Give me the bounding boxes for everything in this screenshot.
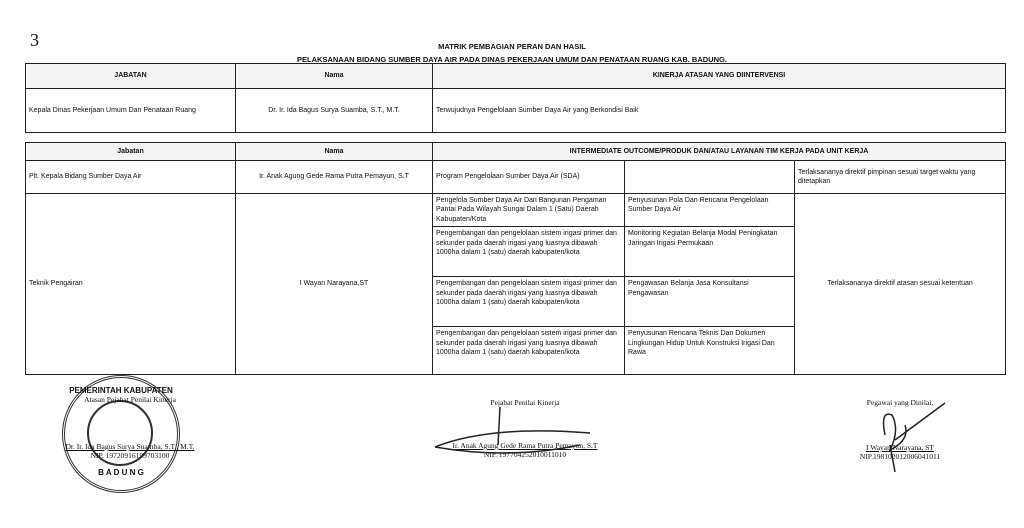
cell-kegiatan: Pengawasan Belanja Jasa Konsultansi Pengawasan bbox=[625, 277, 795, 327]
table-row bbox=[26, 161, 1006, 194]
cell-kegiatan: Penyusunan Rencana Teknis Dan Dokumen Lingkungan Hidup Untuk Konstruksi Irigasi Dan Rawa bbox=[625, 327, 795, 375]
document-title: MATRIK PEMBAGIAN PERAN DAN HASIL bbox=[438, 42, 586, 51]
cell-kinerja: Terwujudnya Pengelolaan Sumber Daya Air yang Berkondisi Baik bbox=[433, 89, 1006, 133]
cell-program: Pengembangan dan pengelolaan sistem irigasi primer dan sekunder pada daerah irigasi yang luasnya dibawah 1000ha dalam 1 (satu) daerah kabupaten/kota bbox=[433, 277, 625, 327]
table-row bbox=[26, 194, 1006, 227]
signature-left bbox=[30, 395, 230, 460]
official-stamp: PEMERINTAH KABUPATEN B A D U N G bbox=[62, 375, 180, 493]
cell-jabatan: Kepala Dinas Pekerjaan Umum Dan Penataan Ruang bbox=[26, 89, 236, 133]
signature-nip: NIP. 19720916199703100 bbox=[90, 451, 170, 460]
header-jabatan-2: Jabatan bbox=[26, 143, 236, 161]
cell-program: Pengembangan dan pengelolaan sistem irigasi primer dan sekunder pada daerah irigasi yang luasnya dibawah 1000ha dalam 1 (satu) daerah kabupaten/kota bbox=[433, 327, 625, 375]
header-outcome: INTERMEDIATE OUTCOME/PRODUK DAN/ATAU LAYANAN TIM KERJA PADA UNIT KERJA bbox=[433, 143, 1006, 161]
spacer-row bbox=[26, 133, 1006, 143]
header-kinerja: KINERJA ATASAN YANG DIINTERVENSI bbox=[433, 64, 1006, 89]
signature-role: Pegawai yang Dinilai, bbox=[866, 398, 934, 407]
signature-nip: NIP.198102012006041011 bbox=[859, 452, 941, 461]
signature-name: I Wayan Narayana, ST bbox=[866, 443, 934, 452]
header-nama-2: Nama bbox=[236, 143, 433, 161]
role-matrix-table bbox=[25, 63, 1006, 375]
cell-kegiatan: Penyusunan Pola Dan Rencana Pengelolaan Sumber Daya Air bbox=[625, 194, 795, 227]
page-mark: 3 bbox=[30, 30, 39, 50]
cell-kegiatan: Monitoring Kegiatan Belanja Modal Peningkatan Jaringan Irigasi Permukaan bbox=[625, 227, 795, 277]
cell-jabatan: Plt. Kepala Bidang Sumber Daya Air bbox=[26, 161, 236, 194]
cell-nama: Ir. Anak Agung Gede Rama Putra Pemayun, S.T bbox=[236, 161, 433, 194]
header-jabatan: JABATAN bbox=[26, 64, 236, 89]
header-row-2 bbox=[26, 143, 1006, 161]
table-row bbox=[26, 89, 1006, 133]
cell-program: Pengembangan dan pengelolaan sistem irigasi primer dan sekunder pada daerah irigasi yang luasnya dibawah 1000ha dalam 1 (satu) daerah kabupaten/kota bbox=[433, 227, 625, 277]
cell-nama: Dr. Ir. Ida Bagus Surya Suamba, S.T., M.T. bbox=[236, 89, 433, 133]
header-row-1 bbox=[26, 64, 1006, 89]
cell-nama: I Wayan Narayana,ST bbox=[236, 194, 433, 375]
cell-jabatan: Teknik Pengairan bbox=[26, 194, 236, 375]
cell-kinerja: Terlaksananya direktif pimpinan sesuai target waktu yang ditetapkan bbox=[795, 161, 1006, 194]
signature-role: Pejabat Penilai Kinerja bbox=[490, 398, 560, 407]
signature-scribble-middle bbox=[430, 405, 600, 455]
cell-kegiatan bbox=[625, 161, 795, 194]
cell-program: Program Pengelolaan Sumber Daya Air (SDA) bbox=[433, 161, 625, 194]
cell-program: Pengelola Sumber Daya Air Dan Bangunan Pengaman Pantai Pada Wilayah Sungai Dalam 1 (Satu) Daerah Kabupaten/Kota bbox=[433, 194, 625, 227]
signature-scribble-right bbox=[870, 400, 950, 475]
signature-nip: NIP. 197704252010011010 bbox=[483, 450, 567, 459]
header-nama: Nama bbox=[236, 64, 433, 89]
signature-role: Atasan Pejabat Penilai Kinerja bbox=[84, 395, 176, 404]
document-subtitle: PELAKSANAAN BIDANG SUMBER DAYA AIR PADA DINAS PEKERJAAN UMUM DAN PENATAAN RUANG KAB. BADUNG. bbox=[297, 55, 727, 64]
signature-name: Ir. Anak Agung Gede Rama Putra Pemayun, S.T bbox=[452, 441, 598, 450]
signature-name: Dr. Ir. Ida Bagus Surya Suamba, S.T., M.T. bbox=[65, 442, 195, 451]
cell-kinerja: Terlaksananya direktif atasan sesuai ketentuan bbox=[795, 194, 1006, 375]
